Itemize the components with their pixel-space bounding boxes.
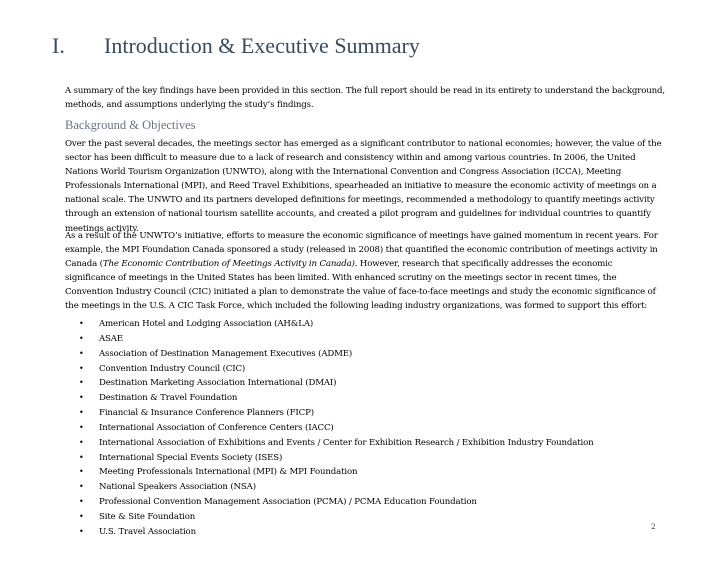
list-item <box>79 376 594 391</box>
list-item-label: Association of Destination Management Executives (ADME) <box>99 348 353 359</box>
list-item <box>79 421 594 436</box>
bullet-icon: • <box>79 348 84 358</box>
list-item <box>79 436 594 451</box>
bullet-icon: • <box>79 378 84 388</box>
list-item-label: ASAE <box>99 333 123 344</box>
list-item <box>79 347 594 362</box>
intro-paragraph: A summary of the key findings have been provided in this section. The full report should be read in its entirety to understand the background, methods, and assumptions underlying the study’s findings. <box>65 86 665 111</box>
list-item-label: Destination & Travel Foundation <box>99 393 238 404</box>
list-item-label: International Association of Exhibitions and Events / Center for Exhibition Research / Exhibition Industry Foundation <box>99 437 594 448</box>
section-number: I. <box>52 33 65 58</box>
paragraph2-text-a: As a result of the UNWTO’s initiative, efforts to measure the economic significance of meetings have gained momentum in recent years. For example, the MPI Foundation Canada sponsored a study (released in 2008) that quantified the economic contribution of meetings activity in Canada ( <box>65 231 658 270</box>
list-item <box>79 495 594 510</box>
section-title: Introduction & Executive Summary <box>104 33 420 58</box>
list-item-label: National Speakers Association (NSA) <box>99 482 256 493</box>
list-item-label: International Special Events Society (ISES) <box>99 452 283 463</box>
list-item-label: Destination Marketing Association International (DMAI) <box>99 378 337 389</box>
list-item-label: International Association of Conference Centers (IACC) <box>99 422 334 433</box>
organization-list <box>79 317 594 540</box>
list-item-label: American Hotel and Lodging Association (AH&LA) <box>99 319 314 329</box>
list-item <box>79 317 594 332</box>
list-item <box>79 510 594 525</box>
subheading-background: Background & Objectives <box>65 118 196 132</box>
bullet-icon: • <box>79 319 84 328</box>
list-item <box>79 451 594 466</box>
bullet-icon: • <box>79 526 84 536</box>
list-item <box>79 362 594 377</box>
bullet-icon: • <box>79 452 84 462</box>
list-item <box>79 465 594 480</box>
list-item-label: Site & Site Foundation <box>99 511 196 522</box>
bullet-icon: • <box>79 333 84 343</box>
list-item-label: U.S. Travel Association <box>99 526 196 537</box>
list-item-label: Meeting Professionals International (MPI) & MPI Foundation <box>99 467 358 478</box>
bullet-icon: • <box>79 467 84 477</box>
paragraph2-text-b: However, research that specifically addresses the economic significance of meetings in the United States has been limited. With enhanced scrutiny on the meetings sector in recent times, the Convention Industry Council (CIC) initiated a plan to demonstrate the value of face-to-face meetings and study the economic significance of the meetings in the U.S. A CIC Task Force, which included the following leading industry organizations, was formed to support this effort: <box>65 259 656 312</box>
list-item <box>79 332 594 347</box>
list-item-label: Professional Convention Management Association (PCMA) / PCMA Education Foundation <box>99 497 477 508</box>
bullet-icon: • <box>79 422 84 432</box>
list-item <box>79 525 594 540</box>
section-heading <box>52 33 420 59</box>
page-number: 2 <box>651 522 656 531</box>
bullet-icon: • <box>79 497 84 507</box>
list-item-label: Financial & Insurance Conference Planners (FICP) <box>99 408 314 419</box>
paragraph-background-2 <box>65 229 665 314</box>
list-item <box>79 480 594 495</box>
bullet-icon: • <box>79 437 84 447</box>
paragraph-background-1: Over the past several decades, the meetings sector has emerged as a significant contributor to national economies; however, the value of the sector has been difficult to measure due to a lack of research and consistency within and among various countries. In 2006, the United Nations World Tourism Organization (UNWTO), along with the International Convention and Congress Association (ICCA), Meeting Professionals International (MPI), and Reed Travel Exhibitions, spearheaded an initiative to measure the economic activity of meetings on a national scale. The UNWTO and its partners developed definitions for meetings, recommended a methodology to quantify meetings activity through an extension of national tourism satellite accounts, and created a pilot program and guidelines for individual countries to quantify meetings activity. <box>65 139 662 234</box>
bullet-icon: • <box>79 482 84 492</box>
bullet-icon: • <box>79 511 84 521</box>
bullet-icon: • <box>79 363 84 373</box>
list-item-label: Convention Industry Council (CIC) <box>99 363 246 374</box>
list-item <box>79 391 594 406</box>
list-item <box>79 406 594 421</box>
study-title: The Economic Contribution of Meetings Activity in Canada). <box>102 259 358 270</box>
bullet-icon: • <box>79 393 84 403</box>
bullet-icon: • <box>79 408 84 418</box>
